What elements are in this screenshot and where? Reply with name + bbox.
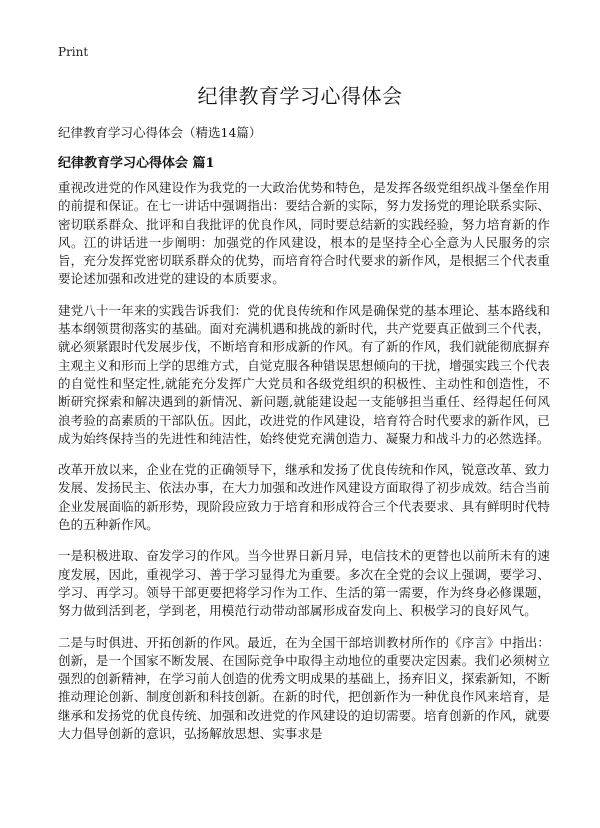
print-link[interactable]: Print (58, 45, 89, 59)
document-title: 纪律教育学习心得体会 (197, 84, 403, 108)
paragraph-5: 二是与时俱进、开拓创新的作风。最近，在为全国干部培训教材所作的《序言》中指出：创新，是一个国家不断发展、在国际竞争中取得主动地位的重要决定因素。我们必须树立强烈的创新精神，在学习前人创造的优秀文明成果的基础上，扬弃旧义，探索新知，不断推动理论创新、制度创新和科技创新。在新的时代，把创新作为一种优良作风来培育，是继承和发扬党的优良传统、加强和改进党的作风建设的迫切需要。培育创新的作风，就要大力倡导创新的意识，弘扬解放思想、实事求是 (58, 634, 550, 742)
paragraph-2: 建党八十一年来的实践告诉我们：党的优良传统和作风是确保党的基本理论、基本路线和基本纲领贯彻落实的基础。面对充满机遇和挑战的新时代，共产党要真正做到三个代表，就必须紧跟时代发展步伐，不断培育和形成新的作风。有了新的作风，我们就能彻底摒弃主观主义和形而上学的思维方式，自觉克服各种错误思想倾向的干扰，增强实践三个代表的自觉性和坚定性,就能充分发挥广大党员和各级党组织的积极性、主动性和创造性，不断研究探索和解决遇到的新情况、新问题,就能建设起一支能够担当重任、经得起任何风浪考验的高素质的干部队伍。因此，改进党的作风建设，培育符合时代要求的新作风，已成为始终保持当的先进性和纯洁性，始终使党充满创造力、凝聚力和战斗力的必然选择。 (58, 302, 550, 446)
document-body (58, 179, 550, 756)
document-subtitle: 纪律教育学习心得体会（精选14篇） (58, 125, 262, 140)
section-heading: 纪律教育学习心得体会 篇1 (58, 156, 215, 171)
paragraph-1: 重视改进党的作风建设作为我党的一大政治优势和特色，是发挥各级党组织战斗堡垒作用的前提和保证。在七一讲话中强调指出：要结合新的实际，努力发扬党的理论联系实际、密切联系群众、批评和自我批评的优良作风，同时要总结新的实践经验，努力培育新的作风。江的讲话进一步阐明：加强党的作风建设，根本的是坚持全心全意为人民服务的宗旨，充分发挥党密切联系群众的优势，而培育符合时代要求的新作风，是根据三个代表重要论述加强和改进党的建设的本质要求。 (58, 180, 550, 287)
paragraph-4: 一是积极进取、奋发学习的作风。当今世界日新月异，电信技术的更替也以前所未有的速度发展，因此，重视学习、善于学习显得尤为重要。多次在全党的会议上强调，要学习、学习、再学习。领导干部更要把将学习作为工作、生活的第一需要，作为终身必修课题，努力做到活到老，学到老，用模范行动带动部属形成奋发向上、积极学习的良好风气。 (58, 548, 550, 619)
paragraph-3: 改革开放以来，企业在党的正确领导下，继承和发扬了优良传统和作风，锐意改革、致力发展、发扬民主、依法办事，在大力加强和改进作风建设方面取得了初步成效。结合当前企业发展面临的新形势，现阶段应致力于培育和形成符合三个代表要求、具有鲜明时代特色的五种新作风。 (58, 462, 550, 533)
